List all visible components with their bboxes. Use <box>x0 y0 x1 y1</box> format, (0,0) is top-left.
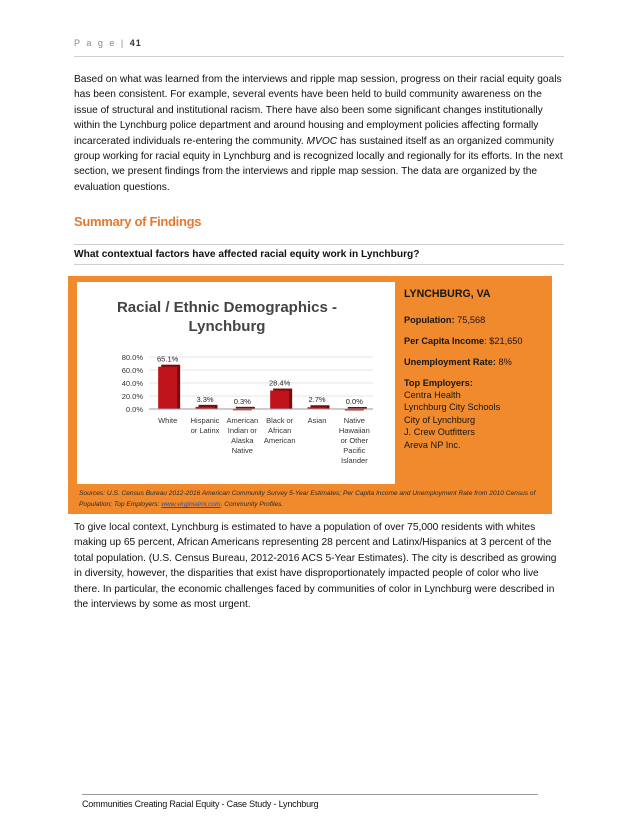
question-divider-top <box>74 244 564 245</box>
population-row <box>404 314 550 326</box>
chart-title-line1: Racial / Ethnic Demographics - <box>116 299 338 316</box>
category-label: Native <box>343 416 365 425</box>
employers-title-text: Top Employers <box>404 378 470 388</box>
bar <box>270 391 289 409</box>
footer-text: Communities Creating Racial Equity - Case Study - Lynchburg <box>82 799 319 809</box>
data-label: 3.3% <box>196 394 214 404</box>
employer-item: City of Lynchburg <box>404 414 476 425</box>
sources-link[interactable]: www.virginialmi.com <box>161 501 221 508</box>
page-header <box>74 38 142 48</box>
unemployment-value: 8% <box>498 357 512 367</box>
chart-panel <box>77 282 395 484</box>
data-label: 0.0% <box>345 397 363 406</box>
employer-item: J. Crew Outfitters <box>404 427 475 438</box>
page-label: P a g e <box>74 38 117 48</box>
y-tick-label: 40.0% <box>121 379 143 388</box>
intro-text-part1: Based on what was learned from the interviews and ripple map session, progress on their racial equity goals has been consistent. For example, several events have been held to build community awareness on the issue of structural and institutional racism. There have also been some significant changes institutionally within the Lynchburg police department and around housing and employment policies affecting formally incarcerated individuals re-entering the community. <box>74 74 562 147</box>
category-label: or Other <box>340 436 369 445</box>
page-separator: | <box>120 38 126 48</box>
category-label: Native <box>231 446 253 455</box>
category-label: African <box>267 426 292 435</box>
sources-text-end: . Community Profiles. <box>220 501 284 508</box>
employer-item: Lynchburg City Schools <box>404 402 501 413</box>
data-label: 28.4% <box>269 378 291 388</box>
employers-title <box>404 377 550 389</box>
category-label: Black or <box>266 416 294 425</box>
category-label: or Latinx <box>190 426 220 435</box>
data-label: 65.1% <box>157 354 179 364</box>
category-label: Islander <box>340 456 368 465</box>
population-label: Population: <box>404 315 455 325</box>
demographics-figure <box>68 276 552 514</box>
data-label: 2.7% <box>308 395 326 405</box>
unemployment-row <box>404 356 550 368</box>
footer-divider <box>82 794 538 795</box>
chart-title-line2: Lynchburg <box>188 318 266 335</box>
sources-note <box>79 488 549 510</box>
category-label: Indian or <box>227 426 257 435</box>
category-label: Alaska <box>231 436 254 445</box>
income-row <box>404 335 550 347</box>
income-label: Per Capita Income <box>404 336 485 346</box>
unemployment-label: Unemployment Rate: <box>404 357 496 367</box>
city-title: LYNCHBURG, VA <box>404 288 491 300</box>
bar <box>158 367 177 409</box>
section-heading: Summary of Findings <box>74 214 202 229</box>
category-label: White <box>158 416 178 425</box>
city-info-panel <box>404 288 550 451</box>
category-label: Hawaiian <box>338 426 370 435</box>
employer-item: Areva NP Inc. <box>404 439 461 450</box>
intro-paragraph <box>74 72 566 195</box>
sources-text: Sources: U.S. Census Bureau 2012-2016 American Community Survey 5-Year Estimates; Per Capita Income and Unemployment Rate from 2010 Census of Population; Top Employers: <box>79 490 536 508</box>
employer-item: Centra Health <box>404 390 461 400</box>
bar-chart <box>77 282 395 484</box>
y-tick-label: 60.0% <box>121 366 143 375</box>
category-label: Hispanic <box>190 416 220 425</box>
page-number: 41 <box>129 38 142 48</box>
question-divider-bottom <box>74 264 564 265</box>
population-value: 75,568 <box>457 315 486 325</box>
category-label: American <box>226 416 259 425</box>
category-label: Pacific <box>343 446 366 455</box>
y-tick-label: 0.0% <box>125 405 143 414</box>
header-divider <box>74 56 564 57</box>
category-label: American <box>263 436 296 445</box>
context-paragraph: To give local context, Lynchburg is estimated to have a population of over 75,000 residents with whites making up 65 percent, African Americans representing 28 percent and Latinx/Hispanics at 3 percent of the total population. (U.S. Census Bureau, 2012-2016 ACS 5-Year Estimates). The city is described as growing in diversity, however, the disparities that exist have disproportionately impacted people of color who live there. In particular, the economic challenges faced by communities of color in Lynchburg were described in the interviews by some as most urgent. <box>74 522 557 611</box>
employers-colon: : <box>469 378 473 388</box>
income-value: : $21,650 <box>484 336 523 346</box>
y-tick-label: 20.0% <box>121 392 143 401</box>
category-label: Asian <box>307 416 327 425</box>
data-label: 0.3% <box>233 396 251 406</box>
mvoc-italic: MVOC <box>306 135 338 147</box>
y-tick-label: 80.0% <box>121 353 143 362</box>
intro-text-part2: has sustained itself as an organized community group working for racial equity in Lynchburg and is recognized locally and regionally for its efforts. In the next section, we present findings from the interviews and ripple map session. The data are organized by the evaluation questions. <box>74 135 563 193</box>
evaluation-question: What contextual factors have affected racial equity work in Lynchburg? <box>74 249 420 260</box>
